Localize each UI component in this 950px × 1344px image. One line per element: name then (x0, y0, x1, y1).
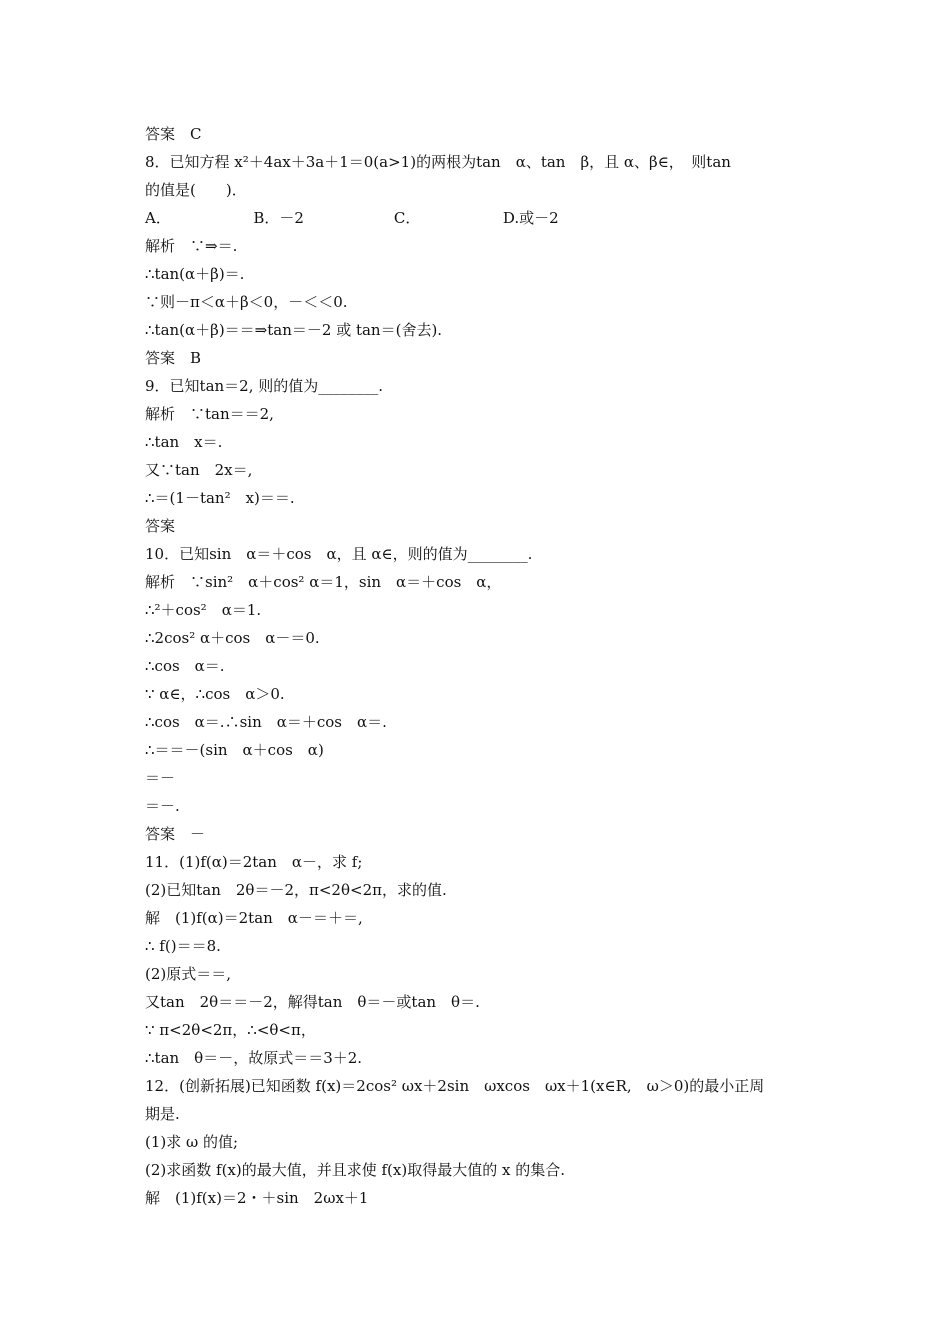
text-line-25: ＝－. (145, 797, 180, 815)
text-line-39: 解 (1)f(x)＝2・＋sin 2ωx＋1 (145, 1189, 369, 1207)
text-line-18: ∴²＋cos² α＝1. (145, 601, 262, 619)
text-line-32: 又tan 2θ＝＝－2，解得tan θ＝－或tan θ＝. (145, 993, 480, 1011)
text-line-14: ∴＝(1－tan² x)＝＝. (145, 489, 295, 507)
text-line-16: 10．已知sin α＝＋cos α，且 α∈，则的值为________. (145, 545, 533, 563)
text-line-3: 的值是( )． (145, 181, 247, 199)
text-line-27: 11．(1)f(α)＝2tan α－，求 f; (145, 853, 363, 871)
text-line-24: ＝－ (145, 769, 176, 787)
text-line-30: ∴ f()＝＝8. (145, 937, 221, 955)
text-line-22: ∴cos α＝.∴sin α＝＋cos α＝. (145, 713, 387, 731)
text-line-17: 解析 ∵sin² α＋cos² α＝1，sin α＝＋cos α， (145, 573, 502, 591)
text-line-10: 9．已知tan＝2, 则的值为________. (145, 377, 384, 395)
text-line-11: 解析 ∵tan＝＝2, (145, 405, 274, 423)
text-line-38: (2)求函数 f(x)的最大值，并且求使 f(x)取得最大值的 x 的集合. (145, 1161, 565, 1179)
text-line-7: ∵则－π＜α＋β＜0，－＜＜0. (145, 293, 348, 311)
text-line-36: 期是. (145, 1105, 180, 1123)
text-line-29: 解 (1)f(α)＝2tan α－＝＋＝, (145, 909, 363, 927)
text-line-5: 解析 ∵⇒＝. (145, 237, 238, 255)
text-line-35: 12．(创新拓展)已知函数 f(x)＝2cos² ωx＋2sin ωxcos ωx＋1(x∈R, ω＞0)的最小正周 (145, 1077, 765, 1095)
text-line-33: ∵ π<2θ<2π，∴<θ<π， (145, 1021, 316, 1039)
text-line-6: ∴tan(α＋β)＝. (145, 265, 245, 283)
text-line-26: 答案 － (145, 825, 206, 843)
text-line-34: ∴tan θ＝－，故原式＝＝3＋2. (145, 1049, 363, 1067)
text-line-1: 答案 C (145, 125, 202, 143)
text-line-19: ∴2cos² α＋cos α－＝0. (145, 629, 320, 647)
text-line-23: ∴＝＝－(sin α＋cos α) (145, 741, 324, 759)
text-line-13: 又∵tan 2x＝, (145, 461, 253, 479)
text-line-31: (2)原式＝＝, (145, 965, 232, 983)
text-line-8: ∴tan(α＋β)＝＝⇒tan＝－2 或 tan＝(舍去). (145, 321, 443, 339)
text-line-9: 答案 B (145, 349, 202, 367)
text-line-21: ∵ α∈，∴cos α＞0. (145, 685, 285, 703)
text-line-37: (1)求 ω 的值; (145, 1133, 239, 1151)
text-line-15: 答案 (145, 517, 176, 535)
text-line-4: A． B．－2 C． D.或－2 (145, 209, 559, 227)
text-line-28: (2)已知tan 2θ＝－2，π<2θ<2π，求的值. (145, 881, 447, 899)
text-line-20: ∴cos α＝. (145, 657, 225, 675)
text-line-2: 8．已知方程 x²＋4ax＋3a＋1＝0(a>1)的两根为tan α、tan β，且 α、β∈， 则tan (145, 153, 731, 171)
text-line-12: ∴tan x＝. (145, 433, 223, 451)
